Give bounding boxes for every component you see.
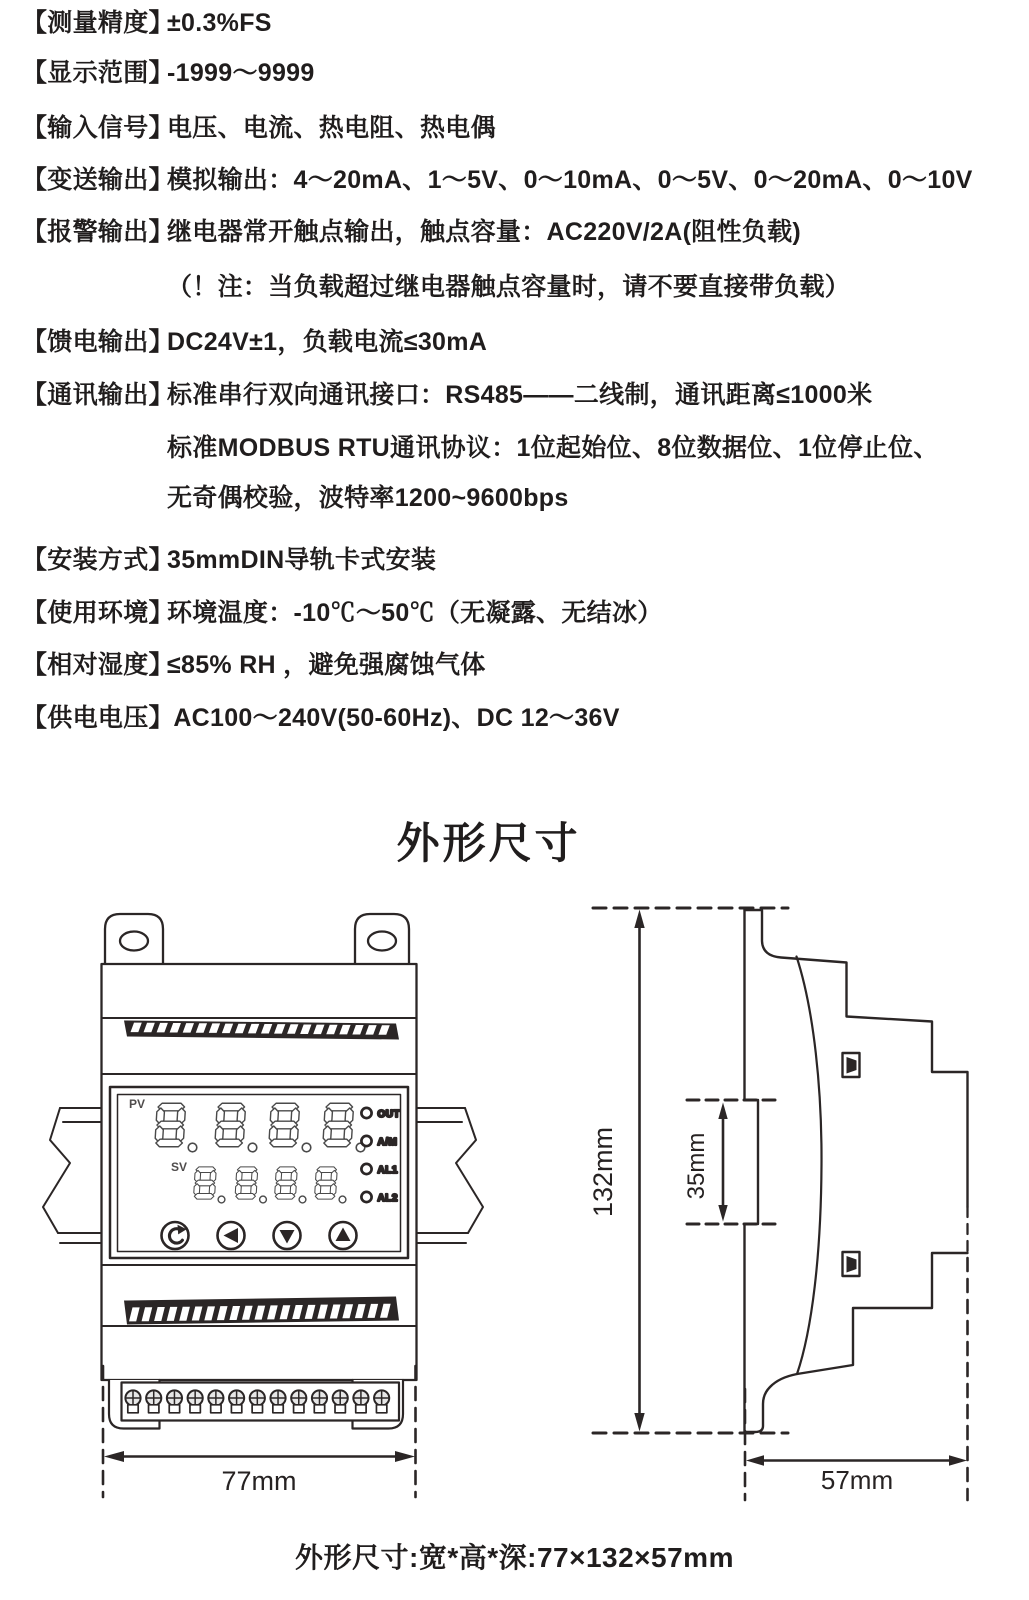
seven-segment-digit <box>323 1103 354 1147</box>
vent-louvers-top <box>124 1021 399 1040</box>
spec-label: 【显示范围】 <box>22 59 174 87</box>
seven-segment-digit <box>155 1103 186 1147</box>
terminal-screw <box>229 1390 244 1412</box>
loop-key-icon <box>162 1222 189 1249</box>
seven-segment-digit <box>235 1167 258 1199</box>
spec-line <box>22 598 663 629</box>
spec-label: 【安装方式】 <box>22 546 174 574</box>
spec-line <box>22 217 801 248</box>
pv-label: PV <box>129 1097 146 1111</box>
spec-label: 【使用环境】 <box>22 599 174 627</box>
decimal-point <box>302 1143 311 1152</box>
led-indicator <box>361 1136 371 1146</box>
seven-segment-digit <box>269 1103 300 1147</box>
up-key-icon <box>330 1222 357 1249</box>
led-indicator <box>361 1164 371 1174</box>
dimension-summary: 外形尺寸:宽*高*深:77×132×57mm <box>295 1542 734 1573</box>
terminal-screw <box>312 1390 327 1412</box>
spec-line <box>22 113 496 144</box>
terminal-screw <box>146 1390 161 1412</box>
decimal-point <box>299 1196 306 1203</box>
spec-line <box>22 58 315 89</box>
led-indicator <box>361 1108 371 1118</box>
spec-line <box>22 272 850 303</box>
seven-segment-digit <box>314 1167 337 1199</box>
spec-line <box>22 483 569 514</box>
terminal-screw <box>188 1390 203 1412</box>
height-dimension <box>588 910 645 1432</box>
section-title: 外形尺寸 <box>396 820 581 868</box>
decimal-point <box>260 1196 267 1203</box>
spec-text: ≤85% RH ，避免强腐蚀气体 <box>167 651 486 679</box>
spec-label: 【输入信号】 <box>22 114 174 142</box>
terminal-screw <box>291 1390 306 1412</box>
spec-line <box>22 327 487 358</box>
decimal-point <box>188 1143 197 1152</box>
terminal-screw <box>353 1390 368 1412</box>
spec-line <box>22 380 872 411</box>
terminal-screw <box>167 1390 182 1412</box>
sv-label: SV <box>171 1160 188 1174</box>
front-view-drawing <box>43 914 483 1497</box>
led-indicator <box>361 1192 371 1202</box>
side-profile-lower <box>745 910 968 1432</box>
spec-text: ±0.3%FS <box>167 9 272 37</box>
decimal-point <box>218 1196 225 1203</box>
dimension-drawings <box>0 880 1029 1520</box>
spec-text: 无奇偶校验，波特率1200~9600bps <box>167 484 569 512</box>
spec-text: （！注：当负载超过继电器触点容量时，请不要直接带负载） <box>167 273 851 301</box>
left-key-icon <box>218 1222 245 1249</box>
terminal-screw <box>208 1390 223 1412</box>
spec-label: 【供电电压】 <box>22 704 174 732</box>
led-label: AL2 <box>377 1192 398 1204</box>
seven-segment-digit <box>215 1103 246 1147</box>
terminal-screw <box>125 1390 140 1412</box>
spec-text: -1999～9999 <box>167 59 315 87</box>
height-dim-label: 132mm <box>588 1126 618 1218</box>
spec-label: 【报警输出】 <box>22 218 174 246</box>
led-label: OUT <box>377 1108 401 1120</box>
spec-line <box>22 8 272 39</box>
spec-text: AC100～240V(50-60Hz)、DC 12～36V <box>167 704 620 732</box>
spec-label: 【测量精度】 <box>22 9 174 37</box>
spec-label: 【变送输出】 <box>22 166 174 194</box>
vent-louvers-bottom <box>124 1297 399 1325</box>
spec-text: 标准MODBUS RTU通讯协议：1位起始位、8位数据位、1位停止位、 <box>167 434 939 462</box>
led-label: A/M <box>377 1136 398 1148</box>
depth-dim-label: 57mm <box>820 1465 894 1495</box>
decimal-point <box>339 1196 346 1203</box>
decimal-point <box>248 1143 257 1152</box>
rail-dimension <box>683 1103 728 1222</box>
spec-text: DC24V±1，负载电流≤30mA <box>167 328 488 356</box>
seven-segment-digit <box>274 1167 297 1199</box>
spec-text: 35mmDIN导轨卡式安装 <box>167 546 437 574</box>
spec-text: 标准串行双向通讯接口：RS485——二线制，通讯距离≤1000米 <box>167 381 873 409</box>
rail-dim-label: 35mm <box>683 1132 710 1200</box>
down-key-icon <box>274 1222 301 1249</box>
spec-text: 模拟输出：4～20mA、1～5V、0～10mA、0～5V、0～20mA、0～10V <box>167 166 973 194</box>
spec-text: 继电器常开触点输出，触点容量：AC220V/2A(阻性负载) <box>167 218 802 246</box>
terminal-screw <box>270 1390 285 1412</box>
top-mounting-tabs <box>105 914 409 964</box>
spec-text: 环境温度：-10℃～50℃（无凝露、无结冰） <box>167 599 663 627</box>
spec-line <box>22 703 620 734</box>
led-label: AL1 <box>377 1164 398 1176</box>
spec-line <box>22 545 436 576</box>
terminal-screw <box>374 1390 389 1412</box>
spec-text: 电压、电流、热电阻、热电偶 <box>167 114 496 142</box>
rail-clips <box>843 1053 860 1276</box>
terminal-screw <box>333 1390 348 1412</box>
width-dim-label: 77mm <box>221 1466 297 1496</box>
seven-segment-digit <box>193 1167 216 1199</box>
spec-label: 【通讯输出】 <box>22 381 174 409</box>
front-face-curve <box>797 957 822 1375</box>
spec-label: 【馈电输出】 <box>22 328 174 356</box>
side-view-drawing <box>588 908 968 1500</box>
terminal-screw <box>250 1390 265 1412</box>
depth-dimension <box>745 1258 968 1500</box>
spec-label: 【相对湿度】 <box>22 651 174 679</box>
spec-line <box>22 433 939 464</box>
spec-line <box>22 165 973 196</box>
spec-line <box>22 650 486 681</box>
